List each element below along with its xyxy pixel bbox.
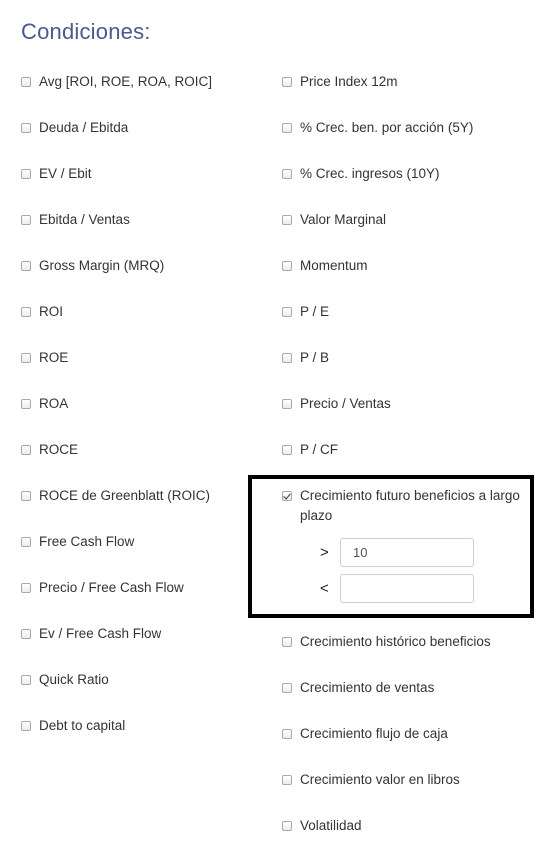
condition-label: ROE: [39, 350, 69, 365]
condition-label: Crecimiento futuro beneficios a largo plazo: [300, 488, 520, 523]
checkbox[interactable]: [282, 445, 292, 455]
condition-label: Crecimiento histórico beneficios: [300, 634, 491, 649]
condition-label: P / B: [300, 350, 330, 365]
condition-crecimiento-historico-beneficios[interactable]: [282, 634, 491, 652]
condition-label: Crecimiento valor en libros: [300, 772, 460, 787]
condition-label: % Crec. ben. por acción (5Y): [300, 120, 474, 135]
condition-label: P / E: [300, 304, 330, 319]
condition-ev-free-cash-flow[interactable]: [21, 626, 161, 644]
condition-label: Avg [ROI, ROE, ROA, ROIC]: [39, 74, 213, 89]
checkbox[interactable]: [282, 353, 292, 363]
condition-label: P / CF: [300, 442, 339, 457]
range-max-row: [320, 574, 474, 603]
condition-volatilidad[interactable]: [282, 818, 362, 836]
checkbox[interactable]: [21, 721, 31, 731]
condition-label: % Crec. ingresos (10Y): [300, 166, 440, 181]
range-min-input[interactable]: [340, 538, 474, 567]
checkbox[interactable]: [282, 729, 292, 739]
condition-label: ROI: [39, 304, 64, 319]
condition-price-index-12m[interactable]: [282, 74, 398, 92]
checkbox[interactable]: [21, 445, 31, 455]
condition-deuda-ebitda[interactable]: [21, 120, 128, 138]
condition-label: Volatilidad: [300, 818, 362, 833]
checkbox[interactable]: [21, 353, 31, 363]
condition-label: Debt to capital: [39, 718, 126, 733]
range-min-row: [320, 538, 474, 567]
condition-precio-ventas[interactable]: [282, 396, 391, 414]
checkbox[interactable]: [21, 629, 31, 639]
condition-quick-ratio[interactable]: [21, 672, 109, 690]
condition-roi[interactable]: [21, 304, 63, 322]
condition-crecimiento-de-ventas[interactable]: [282, 680, 434, 698]
condition-ev-ebit[interactable]: [21, 166, 92, 184]
page-title: Condiciones:: [21, 19, 151, 44]
condition-label: Free Cash Flow: [39, 534, 135, 549]
condition-roce-greenblatt[interactable]: [21, 488, 210, 506]
checkbox[interactable]: [282, 123, 292, 133]
condition-roa[interactable]: [21, 396, 68, 414]
checkbox[interactable]: [282, 307, 292, 317]
condition-precio-free-cash-flow[interactable]: [21, 580, 184, 598]
checkbox[interactable]: [21, 215, 31, 225]
condition-crec-ben-por-accion[interactable]: [282, 120, 473, 138]
condition-label: Crecimiento flujo de caja: [300, 726, 448, 741]
condition-label: Precio / Free Cash Flow: [39, 580, 184, 595]
condition-crec-ingresos[interactable]: [282, 166, 440, 184]
condition-avg-roi-roe-roa-roic[interactable]: [21, 74, 212, 92]
checkbox[interactable]: [21, 307, 31, 317]
condition-label: EV / Ebit: [39, 166, 92, 181]
condition-label: ROCE: [39, 442, 79, 457]
checkbox[interactable]: [282, 821, 292, 831]
condition-valor-marginal[interactable]: [282, 212, 386, 230]
range-max-input[interactable]: [340, 574, 474, 603]
condition-p-e[interactable]: [282, 304, 329, 322]
condition-label: Crecimiento de ventas: [300, 680, 435, 695]
condition-roce[interactable]: [21, 442, 78, 460]
checkbox[interactable]: [21, 399, 31, 409]
condition-label: Ebitda / Ventas: [39, 212, 130, 227]
checkbox[interactable]: [21, 261, 31, 271]
checkbox[interactable]: [21, 123, 31, 133]
checkbox[interactable]: [21, 491, 31, 501]
condition-label: Deuda / Ebitda: [39, 120, 129, 135]
condition-label: Ev / Free Cash Flow: [39, 626, 162, 641]
condition-momentum[interactable]: [282, 258, 368, 276]
condition-free-cash-flow[interactable]: [21, 534, 134, 552]
condition-p-b[interactable]: [282, 350, 329, 368]
greater-than-symbol: >: [320, 544, 329, 561]
checkbox[interactable]: [282, 261, 292, 271]
checkbox[interactable]: [21, 583, 31, 593]
condition-roe[interactable]: [21, 350, 68, 368]
condition-label: Gross Margin (MRQ): [39, 258, 165, 273]
condition-label: Valor Marginal: [300, 212, 387, 227]
condition-label: Price Index 12m: [300, 74, 398, 89]
condition-crecimiento-valor-en-libros[interactable]: [282, 772, 460, 790]
checkbox[interactable]: [282, 169, 292, 179]
checkbox[interactable]: [21, 675, 31, 685]
condition-gross-margin[interactable]: [21, 258, 164, 276]
checkbox[interactable]: [21, 77, 31, 87]
condition-label: ROA: [39, 396, 69, 411]
condition-label: Precio / Ventas: [300, 396, 391, 411]
condition-label: Momentum: [300, 258, 368, 273]
condition-crecimiento-flujo-de-caja[interactable]: [282, 726, 448, 744]
checkbox[interactable]: [282, 215, 292, 225]
condition-ebitda-ventas[interactable]: [21, 212, 130, 230]
condition-label: Quick Ratio: [39, 672, 109, 687]
checkbox[interactable]: [21, 537, 31, 547]
checkbox[interactable]: [282, 775, 292, 785]
checkbox[interactable]: [282, 399, 292, 409]
less-than-symbol: <: [320, 580, 329, 597]
checkbox[interactable]: [282, 683, 292, 693]
condition-label: ROCE de Greenblatt (ROIC): [39, 488, 211, 503]
condition-debt-to-capital[interactable]: [21, 718, 125, 736]
checkbox[interactable]: [282, 637, 292, 647]
condition-p-cf[interactable]: [282, 442, 338, 460]
checkbox[interactable]: [282, 77, 292, 87]
checkbox[interactable]: [21, 169, 31, 179]
